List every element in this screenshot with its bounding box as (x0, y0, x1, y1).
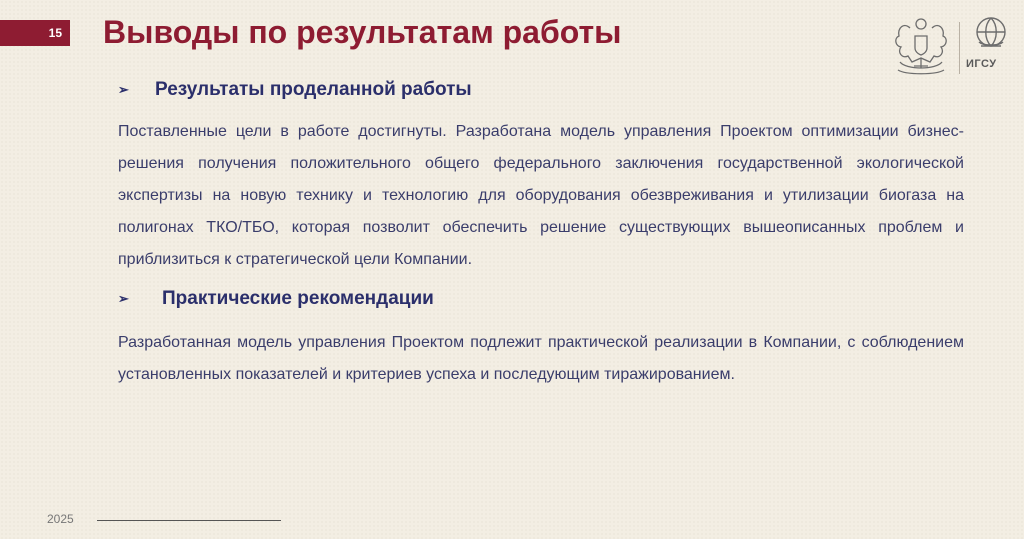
section-paragraph: Поставленные цели в работе достигнуты. Разработана модель управления Проектом оптимизации бизнес-решения получения положительного общего федерального заключения государственной экологической экспертизы на новую технику и технологию для оборудования обезвреживания и утилизации биогаза на полигонах ТКО/ТБО, которая позволит обеспечить решение существующих вышеописанных проблем и приблизиться к стратегической цели Компании. (118, 123, 964, 268)
igsu-logo-text: ИГСУ (966, 58, 997, 70)
arrow-bullet-icon: ➢ (118, 82, 129, 97)
logos (888, 14, 1018, 84)
igsu-emblem-icon (968, 14, 1014, 54)
section-heading (118, 288, 964, 310)
slide-number-badge (0, 20, 70, 46)
section-heading-text: Практические рекомендации (162, 288, 434, 309)
arrow-bullet-icon: ➢ (118, 291, 129, 306)
section-recommendations (118, 288, 964, 391)
slide-number: 15 (48, 26, 62, 40)
section-heading-text: Результаты проделанной работы (155, 79, 472, 100)
logo-divider (959, 22, 960, 74)
section-paragraph: Разработанная модель управления Проектом подлежит практической реализации в Компании, с соблюдением установленных показателей и критериев успеха и последующим тиражированием. (118, 334, 964, 383)
section-heading (118, 79, 964, 101)
section-results (118, 79, 964, 276)
coat-of-arms-icon (888, 14, 954, 80)
footer-divider (97, 520, 281, 521)
footer-year: 2025 (47, 512, 74, 526)
slide-title: Выводы по результатам работы (103, 14, 622, 50)
